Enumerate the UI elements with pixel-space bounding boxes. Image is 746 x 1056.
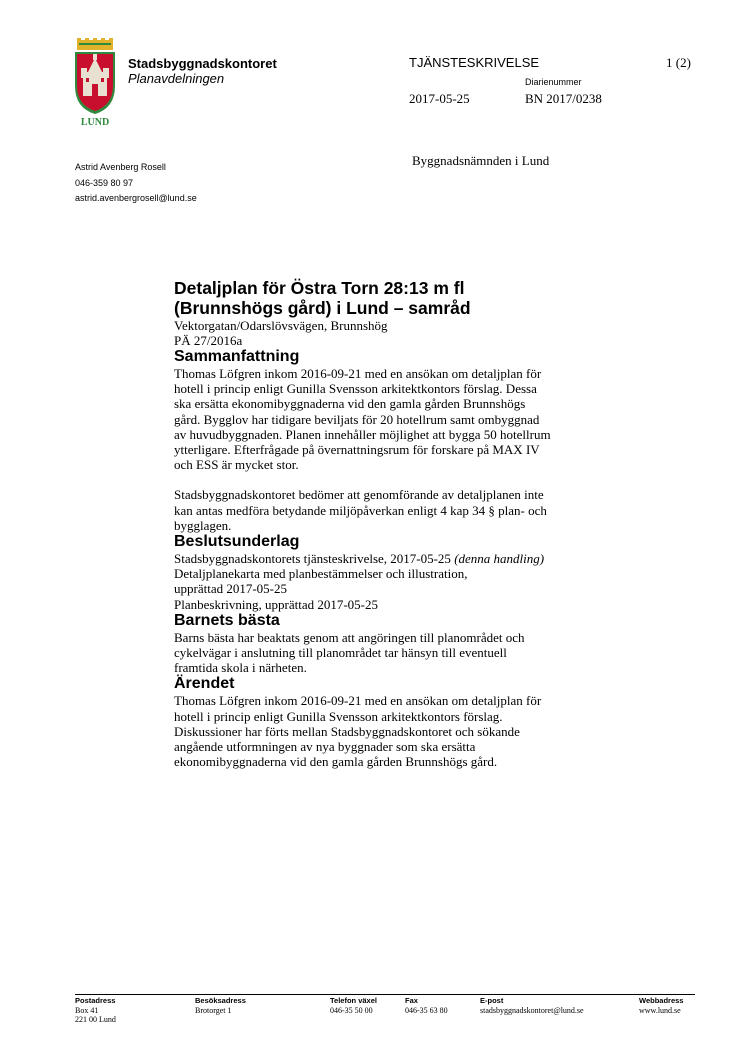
basis-item: Planbeskrivning, upprättad 2017-05-25 bbox=[174, 596, 378, 612]
text-line: kan antas medföra betydande miljöpåverkan enligt 4 kap 34 § plan- och bbox=[174, 502, 547, 518]
recipient: Byggnadsnämnden i Lund bbox=[412, 153, 550, 168]
text-line: hotell i princip enligt Gunilla Svensson arkitektkontors förslag. Dessa bbox=[174, 381, 537, 397]
section-heading-matter: Ärendet bbox=[174, 675, 235, 693]
footer-label: Fax bbox=[405, 996, 418, 1005]
footer-divider bbox=[75, 994, 695, 995]
department-name: Planavdelningen bbox=[128, 71, 225, 86]
footer-value: 046-35 63 80 bbox=[405, 1005, 448, 1015]
title-line: Detaljplan för Östra Torn 28:13 m fl bbox=[174, 278, 465, 298]
text-line: och ESS är mycket stor. bbox=[174, 457, 299, 473]
text-line: ytterligare. Efterfrågade på övernattningsrum för forskare på MAX IV bbox=[174, 442, 540, 458]
basis-list bbox=[174, 551, 634, 612]
basis-item: upprättad 2017-05-25 bbox=[174, 581, 288, 597]
lund-crest-logo bbox=[72, 38, 118, 126]
footer-value: Brotorget 1 bbox=[195, 1005, 232, 1015]
svg-text:LUND: LUND bbox=[80, 117, 110, 126]
footer-web bbox=[639, 997, 683, 1015]
text-line: Stadsbyggnadskontoret bedömer att genomförande av detaljplanen inte bbox=[174, 487, 544, 503]
text-line: framtida skola i närheten. bbox=[174, 660, 307, 676]
matter-paragraph bbox=[174, 693, 634, 769]
text-line: hotell i princip enligt Gunilla Svensson arkitektkontors förslag. bbox=[174, 708, 503, 724]
text-line: cykelvägar i anslutning till planområdet tar hänsyn till eventuell bbox=[174, 645, 507, 661]
footer-value: Box 41 bbox=[75, 1005, 99, 1015]
footer-phone bbox=[330, 997, 377, 1015]
footer-fax bbox=[405, 997, 448, 1015]
footer-postal bbox=[75, 997, 116, 1024]
footer-value: 221 00 Lund bbox=[75, 1014, 116, 1024]
footer-label: Webbadress bbox=[639, 996, 684, 1005]
footer-label: Besöksadress bbox=[195, 996, 246, 1005]
footer-value: www.lund.se bbox=[639, 1005, 681, 1015]
organization-block bbox=[128, 56, 277, 86]
title-line: (Brunnshögs gård) i Lund – samråd bbox=[174, 298, 471, 318]
text-line: Thomas Löfgren inkom 2016-09-21 med en ansökan om detaljplan för bbox=[174, 366, 542, 381]
footer-label: E-post bbox=[480, 996, 504, 1005]
text-line: gård. Bygglov har tidigare beviljats för 20 hotellrum samt ombyggnad bbox=[174, 411, 540, 427]
page-number: 1 (2) bbox=[666, 55, 691, 70]
footer-value: 046-35 50 00 bbox=[330, 1005, 373, 1015]
section-heading-basis: Beslutsunderlag bbox=[174, 533, 300, 551]
plan-number: PÄ 27/2016a bbox=[174, 333, 243, 348]
footer-label: Telefon växel bbox=[330, 996, 377, 1005]
document-date: 2017-05-25 bbox=[409, 91, 470, 106]
org-name: Stadsbyggnadskontoret bbox=[128, 56, 277, 71]
basis-item: Stadsbyggnadskontorets tjänsteskrivelse, 2017-05-25 bbox=[174, 551, 455, 567]
footer-visit bbox=[195, 997, 246, 1015]
contact-phone: 046-359 80 97 bbox=[75, 177, 134, 188]
diarienummer-label: Diarienummer bbox=[525, 77, 582, 87]
child-paragraph bbox=[174, 630, 634, 676]
text-line: Thomas Löfgren inkom 2016-09-21 med en ansökan om detaljplan för bbox=[174, 693, 542, 709]
text-line: ekonomibyggnaderna vid den gamla gården Brunnshögs gård. bbox=[174, 754, 498, 770]
text-line: Diskussioner har förts mellan Stadsbyggnadskontoret och sökande bbox=[174, 723, 520, 739]
text-line: angående utformningen av nya byggnader som ska ersätta bbox=[174, 739, 476, 755]
text-line: av huvudbyggnaden. Planen innehåller möjlighet att bygga 50 hotellrum bbox=[174, 426, 551, 442]
text-line: ska ersätta ekonomibyggnaderna vid den gamla gården Brunnshögs bbox=[174, 396, 526, 412]
section-heading-summary: Sammanfattning bbox=[174, 348, 300, 365]
footer-value: stadsbyggnadskontoret@lund.se bbox=[480, 1005, 584, 1015]
contact-block bbox=[75, 160, 197, 207]
crown-icon bbox=[77, 38, 113, 50]
plan-address: Vektorgatan/Odarslövsvägen, Brunnshög bbox=[174, 318, 388, 333]
basis-item-note: (denna handling) bbox=[454, 551, 545, 567]
summary-paragraph-2 bbox=[174, 487, 634, 533]
summary-paragraph-1 bbox=[174, 366, 634, 472]
document-title bbox=[174, 278, 634, 318]
main-content bbox=[174, 278, 634, 769]
section-heading-child: Barnets bästa bbox=[174, 611, 280, 629]
document-type: TJÄNSTESKRIVELSE bbox=[409, 55, 540, 70]
footer-label: Postadress bbox=[75, 996, 116, 1005]
footer-email bbox=[480, 997, 584, 1015]
text-line: Barns bästa har beaktats genom att angöringen till planområdet och bbox=[174, 629, 525, 645]
text-line: bygglagen. bbox=[174, 517, 232, 533]
contact-name: Astrid Avenberg Rosell bbox=[75, 162, 166, 172]
text-line bbox=[174, 551, 634, 566]
basis-item: Detaljplanekarta med planbestämmelser och illustration, bbox=[174, 566, 468, 582]
contact-email: astrid.avenbergrosell@lund.se bbox=[75, 193, 197, 203]
diarienummer-value: BN 2017/0238 bbox=[525, 91, 602, 106]
